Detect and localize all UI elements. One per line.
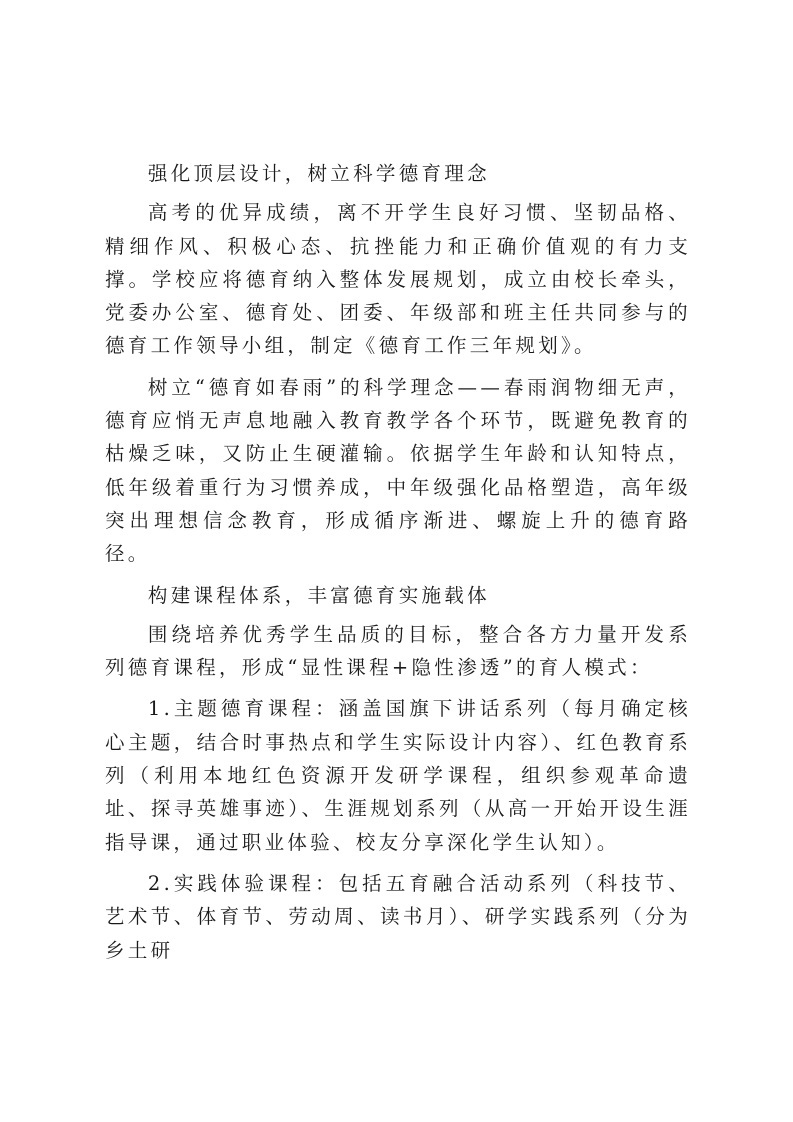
- document-page: [105, 157, 691, 967]
- paragraph-2-1: 围绕培养优秀学生品质的目标，整合各方力量开发系列德育课程，形成“显性课程+隐性渗透”的育人模式：: [105, 622, 691, 680]
- paragraph-1-2: 树立“德育如春雨”的科学理念——春雨润物细无声，德育应悄无声息地融入教育教学各个环节，既避免教育的枯燥乏味，又防止生硬灌输。依据学生年龄和认知特点，低年级着重行为习惯养成，中年级强化品格塑造，高年级突出理想信念教育，形成循序渐进、螺旋上升的德育路径。: [105, 375, 691, 566]
- paragraph-2-3: 2.实践体验课程：包括五育融合活动系列（科技节、艺术节、体育节、劳动周、读书月）、研学实践系列（分为乡土研: [105, 871, 691, 962]
- paragraph-2-2: 1.主题德育课程：涵盖国旗下讲话系列（每月确定核心主题，结合时事热点和学生实际设计内容）、红色教育系列（利用本地红色资源开发研学课程，组织参观革命遗址、探寻英雄事迹）、生涯规划系列（从高一开始开设生涯指导课，通过职业体验、校友分享深化学生认知）。: [105, 697, 691, 854]
- section-heading-1: 强化顶层设计，树立科学德育理念: [147, 162, 490, 185]
- section-heading-2: 构建课程体系，丰富德育实施载体: [147, 583, 490, 607]
- paragraph-1-1: 高考的优异成绩，离不开学生良好习惯、坚韧品格、精细作风、积极心态、抗挫能力和正确价值观的有力支撑。学校应将德育纳入整体发展规划，成立由校长牵头，党委办公室、德育处、团委、年级部和班主任共同参与的德育工作领导小组，制定《德育工作三年规划》。: [105, 201, 691, 358]
